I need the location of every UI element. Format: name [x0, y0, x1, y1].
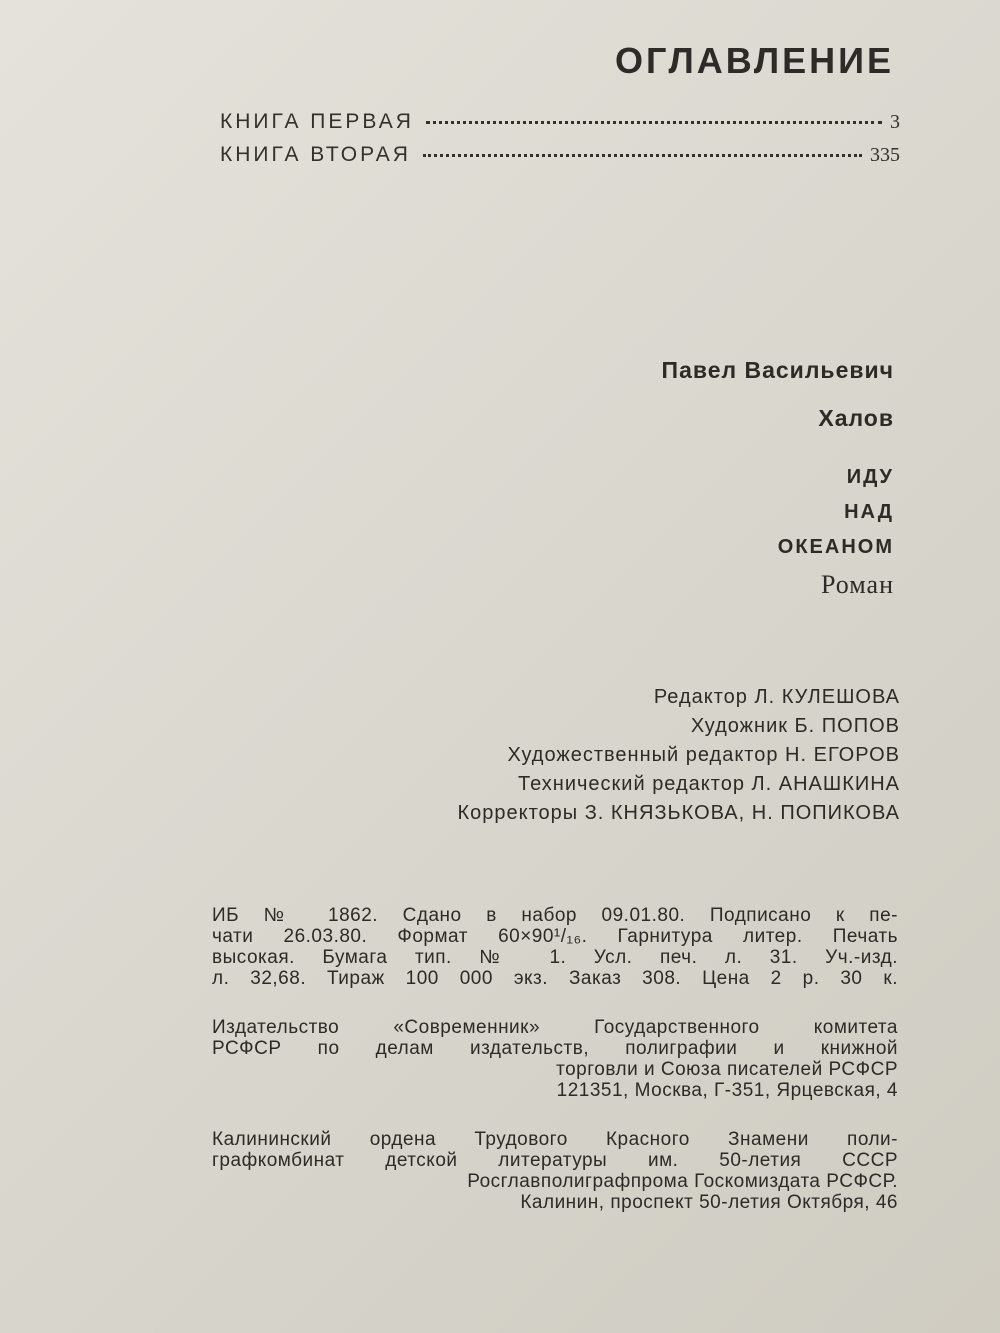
- toc-leader-dots: [423, 154, 862, 157]
- printer-address: Калинин, проспект 50-летия Октября, 46: [520, 1192, 898, 1213]
- toc-entry-page: 335: [870, 144, 900, 166]
- imprint-line: ИБ № 1862. Сдано в набор 09.01.80. Подписано к пе-: [212, 905, 898, 926]
- staff-line: Художественный редактор Н. ЕГОРОВ: [507, 744, 900, 766]
- publisher-address: 121351, Москва, Г-351, Ярцевская, 4: [556, 1080, 898, 1101]
- printer-line: Калининский ордена Трудового Красного Знамени поли-: [212, 1129, 898, 1150]
- toc-entry: [220, 110, 900, 134]
- imprint-line: чати 26.03.80. Формат 60×90¹/₁₆. Гарнитура литер. Печать: [212, 926, 898, 947]
- publisher-line: Издательство «Современник» Государственного комитета: [212, 1017, 898, 1038]
- imprint-line: л. 32,68. Тираж 100 000 экз. Заказ 308. Цена 2 р. 30 к.: [212, 968, 898, 989]
- book-title-line: НАД: [844, 501, 894, 523]
- publisher-line: РСФСР по делам издательств, полиграфии и книжной: [212, 1038, 898, 1059]
- staff-line: Художник Б. ПОПОВ: [690, 715, 900, 737]
- toc-title: ОГЛАВЛЕНИЕ: [614, 40, 894, 81]
- book-title-line: ИДУ: [846, 466, 894, 488]
- toc-entry-label: КНИГА ВТОРАЯ: [220, 143, 411, 166]
- author-first-name: Павел Васильевич: [661, 357, 894, 383]
- author-last-name: Халов: [818, 405, 894, 431]
- toc-entry-label: КНИГА ПЕРВАЯ: [220, 110, 414, 133]
- staff-line: Технический редактор Л. АНАШКИНА: [518, 773, 900, 795]
- publisher-block: [212, 1017, 898, 1101]
- printer-line: графкомбинат детской литературы им. 50-летия СССР: [212, 1150, 898, 1171]
- imprint-line: высокая. Бумага тип. № 1. Усл. печ. л. 31. Уч.-изд.: [212, 947, 898, 968]
- printer-block: [212, 1129, 898, 1213]
- imprint-block: [212, 905, 898, 989]
- toc-leader-dots: [426, 121, 882, 124]
- toc-entry-page: 3: [890, 111, 900, 133]
- publisher-line: торговли и Союза писателей РСФСР: [556, 1059, 898, 1080]
- book-genre: Роман: [820, 570, 894, 599]
- staff-credits: [457, 683, 900, 828]
- book-title-line: ОКЕАНОМ: [777, 536, 894, 558]
- staff-line: Корректоры З. КНЯЗЬКОВА, Н. ПОПИКОВА: [457, 802, 900, 824]
- toc-entry: [220, 143, 900, 167]
- printer-line: Росглавполиграфпрома Госкомиздата РСФСР.: [467, 1171, 898, 1192]
- staff-line: Редактор Л. КУЛЕШОВА: [653, 686, 900, 708]
